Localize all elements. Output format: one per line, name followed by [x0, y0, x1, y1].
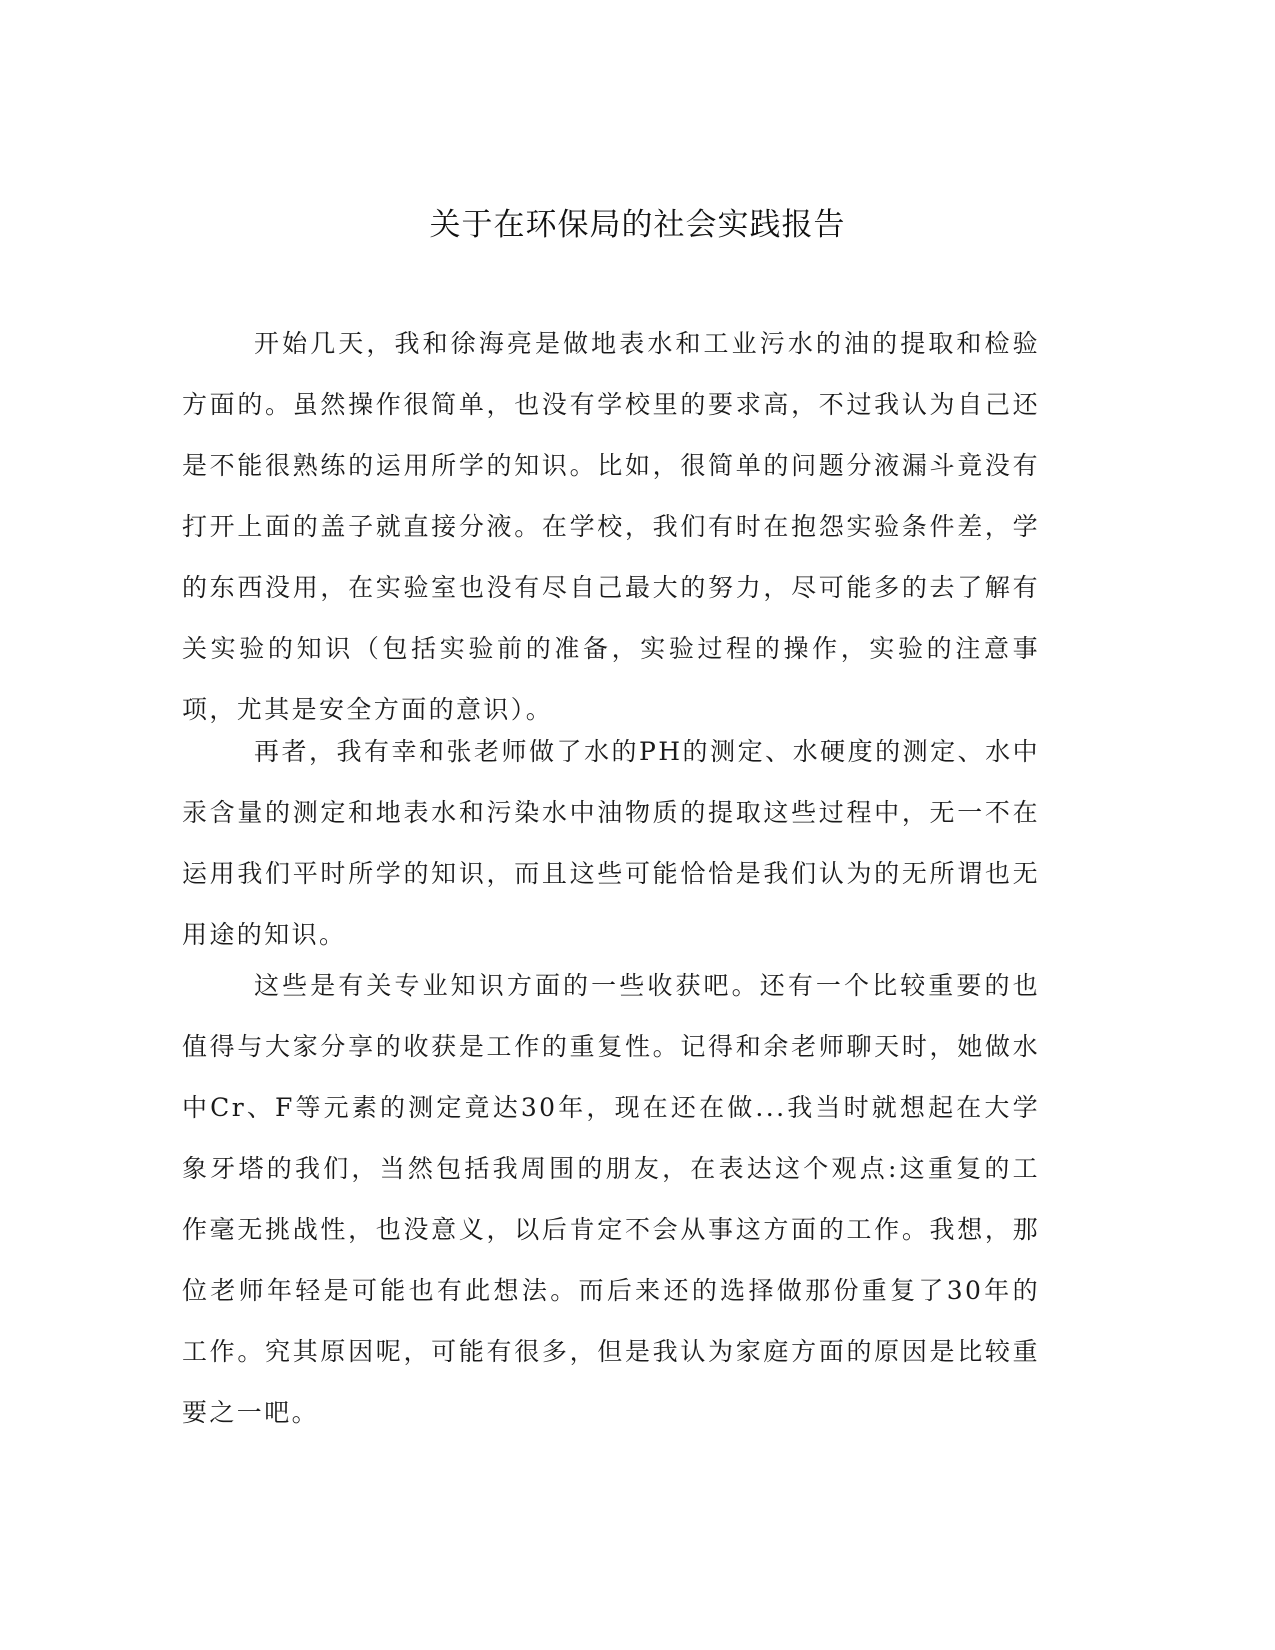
paragraph-3: 这些是有关专业知识方面的一些收获吧。还有一个比较重要的也值得与大家分享的收获是工作的重复性。记得和余老师聊天时，她做水中Cr、F等元素的测定竟达30年，现在还在做...我当时就想起在大学象牙塔的我们，当然包括我周围的朋友，在表达这个观点:这重复的工作毫无挑战性，也没意义，以后肯定不会从事这方面的工作。我想，那位老师年轻是可能也有此想法。而后来还的选择做那份重复了30年的工作。究其原因呢，可能有很多，但是我认为家庭方面的原因是比较重要之一吧。 [182, 971, 1040, 1427]
document-title: 关于在环保局的社会实践报告 [429, 207, 846, 243]
paragraph-1: 开始几天，我和徐海亮是做地表水和工业污水的油的提取和检验方面的。虽然操作很简单，也没有学校里的要求高，不过我认为自己还是不能很熟练的运用所学的知识。比如，很简单的问题分液漏斗竟没有打开上面的盖子就直接分液。在学校，我们有时在抱怨实验条件差，学的东西没用，在实验室也没有尽自己最大的努力，尽可能多的去了解有关实验的知识（包括实验前的准备，实验过程的操作，实验的注意事项，尤其是安全方面的意识）。 [182, 329, 1040, 724]
paragraph-2: 再者，我有幸和张老师做了水的PH的测定、水硬度的测定、水中汞含量的测定和地表水和污染水中油物质的提取这些过程中，无一不在运用我们平时所学的知识，而且这些可能恰恰是我们认为的无所谓也无用途的知识。 [182, 737, 1040, 949]
